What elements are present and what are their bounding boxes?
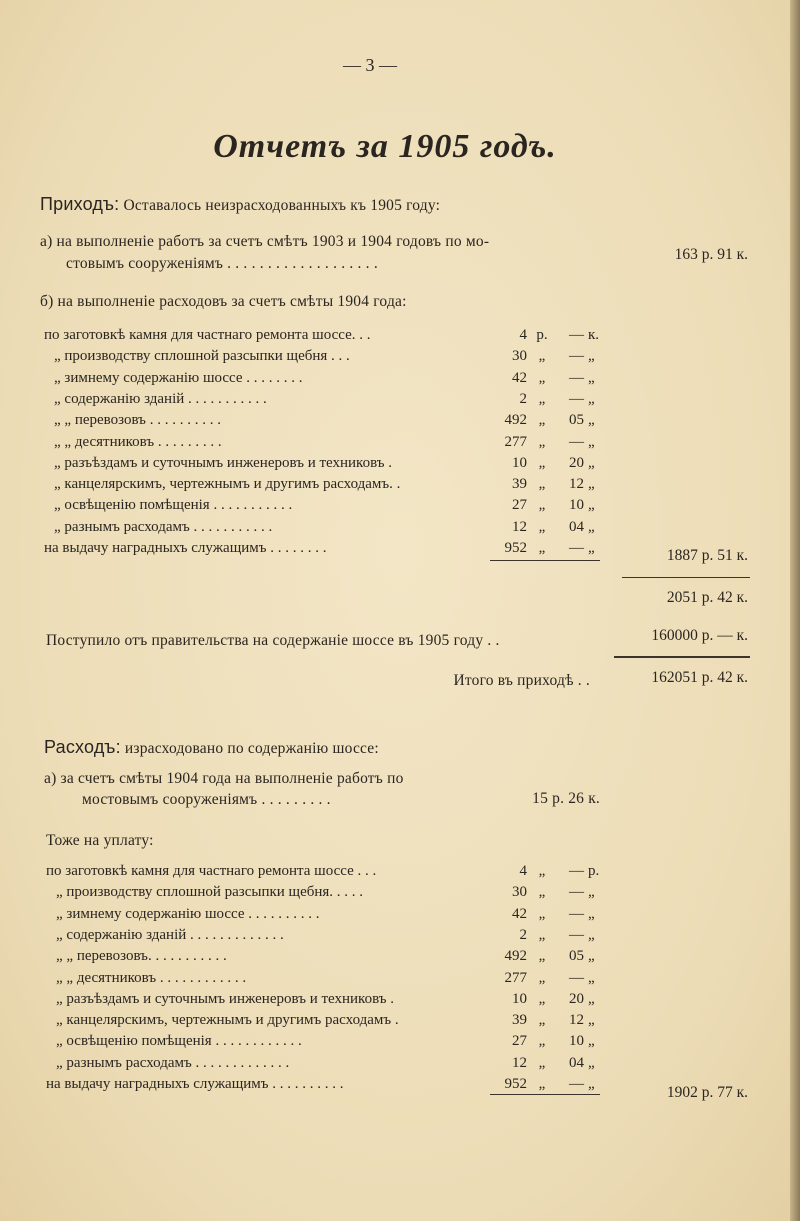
row-unit-mark: „ bbox=[538, 540, 546, 556]
row-rubles: 12 bbox=[512, 1054, 527, 1071]
income-b-rule bbox=[490, 560, 600, 561]
row-kopecks: 10 bbox=[569, 497, 584, 514]
row-label: „ „ перевозовъ. . . . . . . . . . . bbox=[56, 948, 227, 965]
row-kopecks: — bbox=[569, 905, 584, 922]
row-rubles: 39 bbox=[512, 476, 527, 493]
row-kopecks: — bbox=[569, 969, 584, 986]
expense-a-line2: мостовымъ сооруженіямъ . . . . . . . . . bbox=[82, 791, 331, 808]
row-unit-mark: „ bbox=[538, 433, 546, 450]
row-unit-mark: „ bbox=[538, 454, 546, 471]
expense-total: 1902 р. 77 к. bbox=[666, 1084, 748, 1101]
row-unit-mark: „ bbox=[538, 518, 546, 535]
row-rubles: 277 bbox=[504, 969, 527, 986]
income-a-line1: а) на выполненіе работъ за счетъ смѣтъ 1903 и 1904 годовъ по мо- bbox=[40, 233, 490, 250]
row-label: „ содержанію зданій . . . . . . . . . . . bbox=[54, 390, 267, 407]
row-rubles: 952 bbox=[504, 1076, 527, 1092]
row-unit-mark: „ bbox=[538, 369, 546, 386]
row-unit-mark: „ bbox=[538, 884, 546, 901]
ledger-row bbox=[0, 391, 800, 411]
ledger-row bbox=[0, 863, 800, 883]
row-unit-mark: „ bbox=[538, 497, 546, 514]
ledger-row bbox=[0, 476, 800, 496]
row-unit-mark: „ bbox=[588, 497, 595, 514]
expense-heading bbox=[44, 737, 379, 758]
expense-label: Расходъ: bbox=[44, 737, 121, 757]
row-unit-mark: „ bbox=[588, 1033, 595, 1050]
row-label: „ „ десятниковъ . . . . . . . . . bbox=[54, 433, 222, 450]
govt-total: 160000 р. — к. bbox=[651, 627, 748, 644]
row-unit-mark: „ bbox=[538, 412, 546, 429]
row-unit-mark: „ bbox=[538, 1054, 546, 1071]
ledger-row bbox=[0, 927, 800, 947]
row-label: „ зимнему содержанію шоссе . . . . . . . . . . bbox=[56, 905, 320, 922]
ledger-row bbox=[0, 906, 800, 926]
row-kopecks: 05 bbox=[569, 948, 584, 965]
income-sum-rule bbox=[622, 577, 750, 578]
row-kopecks: 12 bbox=[569, 1012, 584, 1029]
row-unit-mark: „ bbox=[588, 412, 595, 429]
row-unit-mark: „ bbox=[588, 454, 595, 471]
itogo-rule bbox=[614, 656, 750, 658]
row-label: „ „ перевозовъ . . . . . . . . . . bbox=[54, 412, 221, 429]
expense-also-label: Тоже на уплату: bbox=[46, 832, 154, 849]
ledger-row bbox=[0, 434, 800, 454]
govt-label: Поступило отъ правительства на содержаніе шоссе въ 1905 году . . bbox=[46, 632, 500, 649]
row-unit-mark: „ bbox=[538, 1033, 546, 1050]
row-unit-mark: „ bbox=[588, 390, 595, 407]
row-unit-mark: „ bbox=[588, 948, 595, 965]
row-kopecks: 05 bbox=[569, 412, 584, 429]
row-rubles: 277 bbox=[504, 433, 527, 450]
row-unit-mark: „ bbox=[538, 948, 546, 965]
row-kopecks: — bbox=[569, 1076, 584, 1092]
row-unit-mark: „ bbox=[538, 990, 546, 1007]
income-b-intro: б) на выполненіе расходовъ за счетъ смѣты 1904 года: bbox=[40, 293, 407, 310]
row-label: „ содержанію зданій . . . . . . . . . . . . . bbox=[56, 926, 284, 943]
row-label: „ канцелярскимъ, чертежнымъ и другимъ расходамъ. . bbox=[54, 476, 401, 493]
row-unit-mark: „ bbox=[588, 926, 595, 943]
expense-rule bbox=[490, 1094, 600, 1095]
row-label: „ „ десятниковъ . . . . . . . . . . . . bbox=[56, 969, 247, 986]
row-unit-mark: „ bbox=[588, 540, 595, 556]
row-rubles: 2 bbox=[519, 926, 527, 943]
row-label: „ разъѣздамъ и суточнымъ инженеровъ и техниковъ . bbox=[54, 454, 393, 471]
ledger-row bbox=[0, 948, 800, 968]
itogo-label: Итого въ приходѣ . . bbox=[453, 672, 590, 689]
row-rubles: 27 bbox=[512, 497, 527, 514]
row-label: „ производству сплошной разсыпки щебня . . . bbox=[54, 348, 350, 365]
row-kopecks: — bbox=[569, 926, 584, 943]
row-label: „ канцелярскимъ, чертежнымъ и другимъ расходамъ . bbox=[56, 1012, 399, 1029]
row-label: „ освѣщенію помѣщенія . . . . . . . . . . . bbox=[54, 497, 293, 514]
row-rubles: 492 bbox=[504, 948, 527, 965]
row-kopecks: — bbox=[569, 327, 584, 343]
income-heading bbox=[40, 194, 440, 215]
row-rubles: 952 bbox=[504, 540, 527, 556]
row-unit-mark: „ bbox=[538, 348, 546, 365]
income-label: Приходъ: bbox=[40, 194, 120, 214]
income-b-total: 1887 р. 51 к. bbox=[666, 547, 748, 564]
page-number: — 3 — bbox=[343, 55, 397, 75]
row-kopecks: — bbox=[569, 433, 584, 450]
ledger-row bbox=[0, 455, 800, 475]
ledger-row bbox=[0, 497, 800, 517]
row-rubles: 492 bbox=[504, 412, 527, 429]
ledger-row bbox=[0, 412, 800, 432]
itogo-total: 162051 р. 42 к. bbox=[651, 669, 748, 686]
row-label: „ производству сплошной разсыпки щебня. . . . . bbox=[56, 884, 364, 901]
row-unit-mark: к. bbox=[588, 327, 600, 343]
ledger-row bbox=[0, 370, 800, 390]
row-rubles: 42 bbox=[512, 369, 527, 386]
row-unit-mark: „ bbox=[588, 1076, 595, 1092]
ledger-row bbox=[0, 327, 800, 347]
row-kopecks: 20 bbox=[569, 990, 584, 1007]
row-kopecks: — bbox=[569, 884, 584, 901]
row-rubles: 10 bbox=[512, 990, 527, 1007]
ledger-row bbox=[0, 1033, 800, 1053]
row-kopecks: 04 bbox=[569, 518, 584, 535]
expense-a-line1: а) за счетъ смѣты 1904 года на выполненіе работъ по bbox=[44, 770, 404, 787]
row-label: по заготовкѣ камня для частнаго ремонта шоссе . . . bbox=[46, 863, 377, 879]
row-unit-mark: „ bbox=[588, 518, 595, 535]
row-unit-mark: „ bbox=[538, 926, 546, 943]
row-unit-mark: „ bbox=[588, 990, 595, 1007]
row-rubles: 27 bbox=[512, 1033, 527, 1050]
income-a-line2: стовымъ сооруженіямъ . . . . . . . . . . . . . . . . . . . bbox=[66, 255, 378, 272]
ledger-row bbox=[0, 1055, 800, 1075]
row-unit-mark: р. bbox=[588, 863, 600, 879]
expense-a-amount: 15 р. 26 к. bbox=[532, 790, 600, 807]
row-rubles: 30 bbox=[512, 348, 527, 365]
row-kopecks: — bbox=[569, 863, 584, 879]
row-unit-mark: „ bbox=[538, 863, 546, 879]
row-unit-mark: „ bbox=[538, 1012, 546, 1029]
ledger-row bbox=[0, 970, 800, 990]
row-unit-mark: „ bbox=[588, 905, 595, 922]
row-unit-mark: „ bbox=[588, 969, 595, 986]
row-rubles: 10 bbox=[512, 454, 527, 471]
row-rubles: 30 bbox=[512, 884, 527, 901]
row-rubles: 4 bbox=[519, 863, 527, 879]
row-unit-mark: „ bbox=[538, 905, 546, 922]
row-label: на выдачу наградныхъ служащимъ . . . . . . . . bbox=[44, 540, 327, 556]
row-unit-mark: „ bbox=[538, 969, 546, 986]
row-rubles: 39 bbox=[512, 1012, 527, 1029]
row-label: „ освѣщенію помѣщенія . . . . . . . . . . . . bbox=[56, 1033, 302, 1050]
row-label: по заготовкѣ камня для частнаго ремонта шоссе. . . bbox=[44, 327, 371, 343]
page-title: Отчетъ за 1905 годъ. bbox=[213, 128, 557, 165]
row-kopecks: 20 bbox=[569, 454, 584, 471]
row-unit-mark: „ bbox=[588, 433, 595, 450]
row-kopecks: — bbox=[569, 390, 584, 407]
ledger-row bbox=[0, 519, 800, 539]
ledger-row bbox=[0, 884, 800, 904]
row-label: „ зимнему содержанію шоссе . . . . . . . . bbox=[54, 369, 303, 386]
row-unit-mark: „ bbox=[538, 1076, 546, 1092]
row-kopecks: — bbox=[569, 348, 584, 365]
expense-intro: израсходовано по содержанію шоссе: bbox=[124, 740, 379, 757]
row-label: „ разнымъ расходамъ . . . . . . . . . . . bbox=[54, 518, 273, 535]
row-unit-mark: „ bbox=[588, 476, 595, 493]
row-kopecks: 10 bbox=[569, 1033, 584, 1050]
row-unit-mark: „ bbox=[538, 476, 546, 493]
income-sum-total: 2051 р. 42 к. bbox=[666, 589, 748, 606]
row-label: „ разъѣздамъ и суточнымъ инженеровъ и техниковъ . bbox=[56, 990, 395, 1007]
row-rubles: 12 bbox=[512, 518, 527, 535]
row-rubles: 42 bbox=[512, 905, 527, 922]
row-unit-mark: „ bbox=[588, 348, 595, 365]
row-kopecks: — bbox=[569, 540, 584, 556]
row-rubles: 2 bbox=[519, 390, 527, 407]
row-label: на выдачу наградныхъ служащимъ . . . . . . . . . . bbox=[46, 1076, 344, 1092]
income-intro: Оставалось неизрасходованныхъ къ 1905 году: bbox=[123, 197, 441, 214]
row-unit-mark: „ bbox=[588, 1012, 595, 1029]
ledger-row bbox=[0, 991, 800, 1011]
row-rubles: 4 bbox=[519, 327, 527, 343]
row-kopecks: — bbox=[569, 369, 584, 386]
row-unit-mark: „ bbox=[588, 884, 595, 901]
row-unit-mark: „ bbox=[588, 369, 595, 386]
row-kopecks: 12 bbox=[569, 476, 584, 493]
row-unit-mark: „ bbox=[588, 1054, 595, 1071]
row-unit-mark: „ bbox=[538, 390, 546, 407]
income-a-total: 163 р. 91 к. bbox=[674, 246, 748, 263]
ledger-row bbox=[0, 1012, 800, 1032]
row-unit-mark: р. bbox=[536, 327, 548, 343]
row-label: „ разнымъ расходамъ . . . . . . . . . . . . . bbox=[56, 1054, 290, 1071]
row-kopecks: 04 bbox=[569, 1054, 584, 1071]
ledger-row bbox=[0, 348, 800, 368]
